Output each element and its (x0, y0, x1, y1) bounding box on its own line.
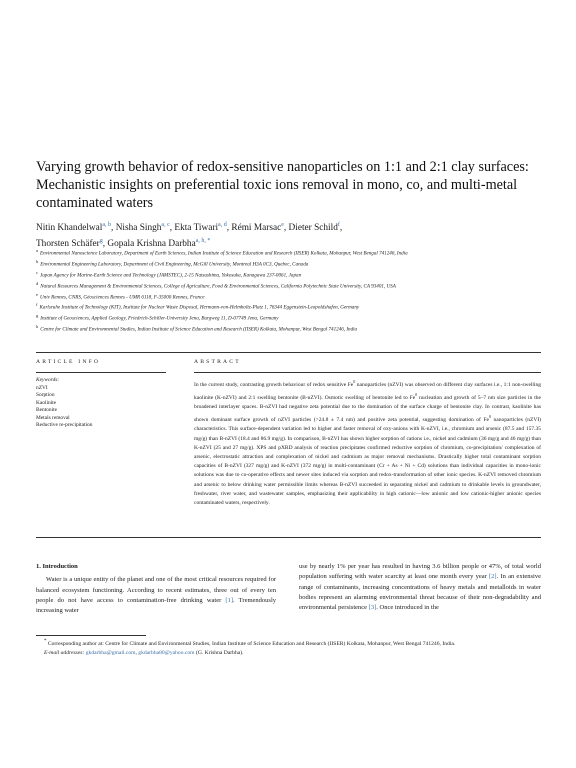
author-name: Rémi Marsac (231, 223, 282, 234)
keyword-item: Kaolinite (36, 399, 57, 406)
intro-paragraph-left: Water is a unique entity of the planet and one of the most critical resources required for balanced ecosystem functioning. According to recent estimates, three out of every ten people do not have access to contamination-free drinking water [1]. Tremendously increasing water (36, 576, 277, 615)
keyword-item: nZVI (36, 384, 48, 391)
keywords-block (36, 377, 166, 430)
email-tail: (G. Krishna Darbha). (195, 650, 244, 657)
author-name: Thorsten Schäfer (36, 239, 100, 250)
affiliation-mark: d (36, 280, 39, 286)
asterisk-mark: * (44, 639, 47, 644)
affiliation-item: cJapan Agency for Marine-Earth Science and Technology (JAMSTEC), 2-15 Natsushima, Yokosuka, Kanagawa 237-0061, Japan (36, 269, 302, 279)
divider-bottom (36, 537, 541, 538)
author-name: Nisha Singh (115, 223, 162, 234)
intro-right-column (299, 562, 541, 613)
citation-link[interactable]: [2] (489, 573, 497, 581)
footnotes (36, 637, 541, 658)
affiliation-mark: h (36, 324, 39, 330)
article-info-heading: ARTICLE INFO (36, 359, 101, 365)
affiliation-mark: f (36, 302, 38, 308)
email-link-2[interactable]: gkdarbha80@yahoo.com (138, 650, 195, 657)
author-name: Dieter Schild (288, 223, 338, 234)
divider-info (36, 372, 166, 373)
affiliation-item: hCentre for Climate and Environmental Studies, Indian Institute of Science Education and Research (IISER) Kolkata, Mohanpur, West Bengal 741246, India (36, 324, 358, 333)
author-name: Nitin Khandelwal (36, 223, 103, 234)
affiliation-item: dNatural Resources Management & Environmental Sciences, College of Agriculture, Food & Environmental Sciences, California Polytechnic State University, CA 93401, USA (36, 280, 396, 290)
author-name: Ekta Tiwari (174, 223, 219, 234)
author-list: Nitin Khandelwal$^{a, b}$, Nisha Singh$^{a, c}$, Ekta Tiwari$^{a, d}$, Rémi Marsac$^e$, Dieter Schild$^f$, Thorsten Schäfer$^g$, Gopala Krishna Darbha$^{a, h, *}$ (36, 222, 343, 250)
citation-link[interactable]: [1] (225, 596, 234, 604)
divider-top (36, 352, 541, 353)
affiliation-list (36, 247, 541, 334)
article-page (36, 0, 541, 768)
intro-paragraph-right: use by nearly 1% per year has resulted in having 3.6 billion people or 47%, of total world population suffering with water scarcity at least one month every year [2]. In an extensive range of contaminants, increasing concentrations of heavy metals and metalloids in water bodies represent an alarming environmental threat because of their non-degradability and environmental persistence [3]. Once introduced in the (299, 563, 541, 612)
affiliation-mark: e (36, 291, 38, 297)
keywords-list (36, 385, 166, 430)
corresponding-text: Corresponding author at: Centre for Climate and Environmental Studies, Indian Institute of Science Education and Research (IISER) Kolkata, Mohanpur, West Bengal 741246, India. (47, 640, 456, 647)
divider-abstract (194, 372, 541, 373)
affiliation-item: eUniv Rennes, CNRS, Géosciences Rennes - UMR 6118, F-35000 Rennes, France (36, 291, 205, 301)
affiliation-item: fKarlsruhe Institute of Technology (KIT), Institute for Nuclear Waste Disposal, Hermann-von-Helmholtz-Platz 1, 76344 Eggenstein-Leopoldshafen, Germany (36, 302, 360, 312)
author-affil-mark[interactable]: g (99, 238, 103, 245)
affiliation-mark: a (36, 248, 38, 253)
keyword-item: Sorption (36, 392, 55, 398)
keyword-item: Reductive re-precipitation (36, 422, 93, 428)
keyword-item: Bentonite (36, 407, 57, 413)
author-name: Gopala Krishna Darbha (107, 239, 196, 250)
article-title: Varying growth behavior of redox-sensitive nanoparticles on 1:1 and 2:1 clay surfaces: Mechanistic insights on preferential toxic ions removal in mono, co, and multi-metal contaminated waters (36, 159, 529, 211)
intro-left-column (36, 562, 276, 616)
citation-link[interactable]: [3] (368, 604, 377, 612)
affiliation-item: gInstitute of Geosciences, Applied Geology, Friedrich-Schiller-University Jena, Burgweg 11, D-07749 Jena, Germany (36, 313, 279, 323)
footnote-divider (36, 635, 146, 636)
email-label: E-mail addresses: (44, 650, 85, 657)
email-link-1[interactable]: gkdarbha@gmail.com (85, 650, 136, 657)
author-affil-mark[interactable]: a, c (161, 222, 170, 228)
keyword-item: Metals removal (36, 414, 70, 421)
author-affil-mark[interactable]: a, h, * (195, 238, 211, 245)
affiliation-item: bEnvironmental Engineering Laboratory, Department of Civil Engineering, McGill University, Montreal H3A 0C3, Quebec, Canada (36, 258, 309, 268)
email-note: E-mail addresses: gkdarbha@gmail.com, gkdarbha80@yahoo.com (G. Krishna Darbha). (44, 650, 244, 657)
abstract-heading: ABSTRACT (194, 359, 241, 365)
corresponding-note (36, 637, 541, 649)
author-affil-mark[interactable]: f (337, 222, 340, 228)
author-affil-mark[interactable]: a, d (218, 222, 227, 228)
affiliation-mark: g (36, 313, 39, 319)
keywords-label: Keywords: (36, 377, 60, 383)
author-affil-mark[interactable]: a, b (102, 222, 112, 228)
author-affil-mark[interactable]: e (281, 222, 284, 228)
section-heading: 1. Introduction (36, 563, 78, 570)
affiliation-item: aEnvironmental Nanoscience Laboratory, Department of Earth Sciences, Indian Institute of Science Education and Research (IISER) Kolkata, Mohanpur, West Bengal 741246, India (36, 248, 408, 257)
abstract-text: In the current study, contrasting growth behaviour of redox sensitive Fe$^0$ nanoparticles (nZVI) was observed on different clay surfaces i.e., 1:1 non-swelling kaolinite (K-nZVI) and 2:1 swelling bentonite (B-nZVI). Osmotic swelling of bentonite led to Fe$^0$ nucleation and growth of 5–7 nm size particles in the broadened interlayer spaces. B-nZVI had negative zeta potential due to the domination of the surface charge of bentonite clay. In contrast, kaolinite has shown dominant surface growth of nZVI particles (>24.8 ± 7.4 nm) and positive zeta potential, suggesting domination of Fe$^0$ nanoparticles (nZVI) characteristics. This surface-dependent variation led to higher and faster removal of oxy-anions with K-nZVI, i.e., chromium and arsenic (87.5 and 157.35 mg/g) than B-nZVI (18.4 and 86.9 mg/g). In comparison, B-nZVI has shown higher sorption of cations i.e., nickel and cadmium (36 mg/g and 46 mg/g) than K-nZVI (25 and 27 mg/g). XPS and pXRD analysis of reaction precipitates confirmed reductive sorption of chromium, co-precipitation/ complexation of arsenic, electrostatic attraction and complexation of nickel and cadmium as major removal mechanisms. Drastically higher total contaminant sorption capacities of B-nZVI (327 mg/g) and K-nZVI (372 mg/g) in multi-contaminant (Cr + As + Ni + Cd) solutions than individual capacities in mono-ionic solutions was due to co-operative effects and newer sites induced via sorption and redox-transformation of other ionic species. K-nZVI removed chromium and arsenic to below drinking water permissible limits whereas B-nZVI succeeded in separating nickel and cadmium to drinkable levels in groundwater, freshwater, river water, and wastewater samples, emphasizing their applicability in high cationic—low anionic and low cationic-higher anionic species contaminated waters, respectively. (194, 379, 541, 506)
affiliation-mark: b (36, 258, 39, 264)
affiliation-mark: c (36, 269, 38, 275)
